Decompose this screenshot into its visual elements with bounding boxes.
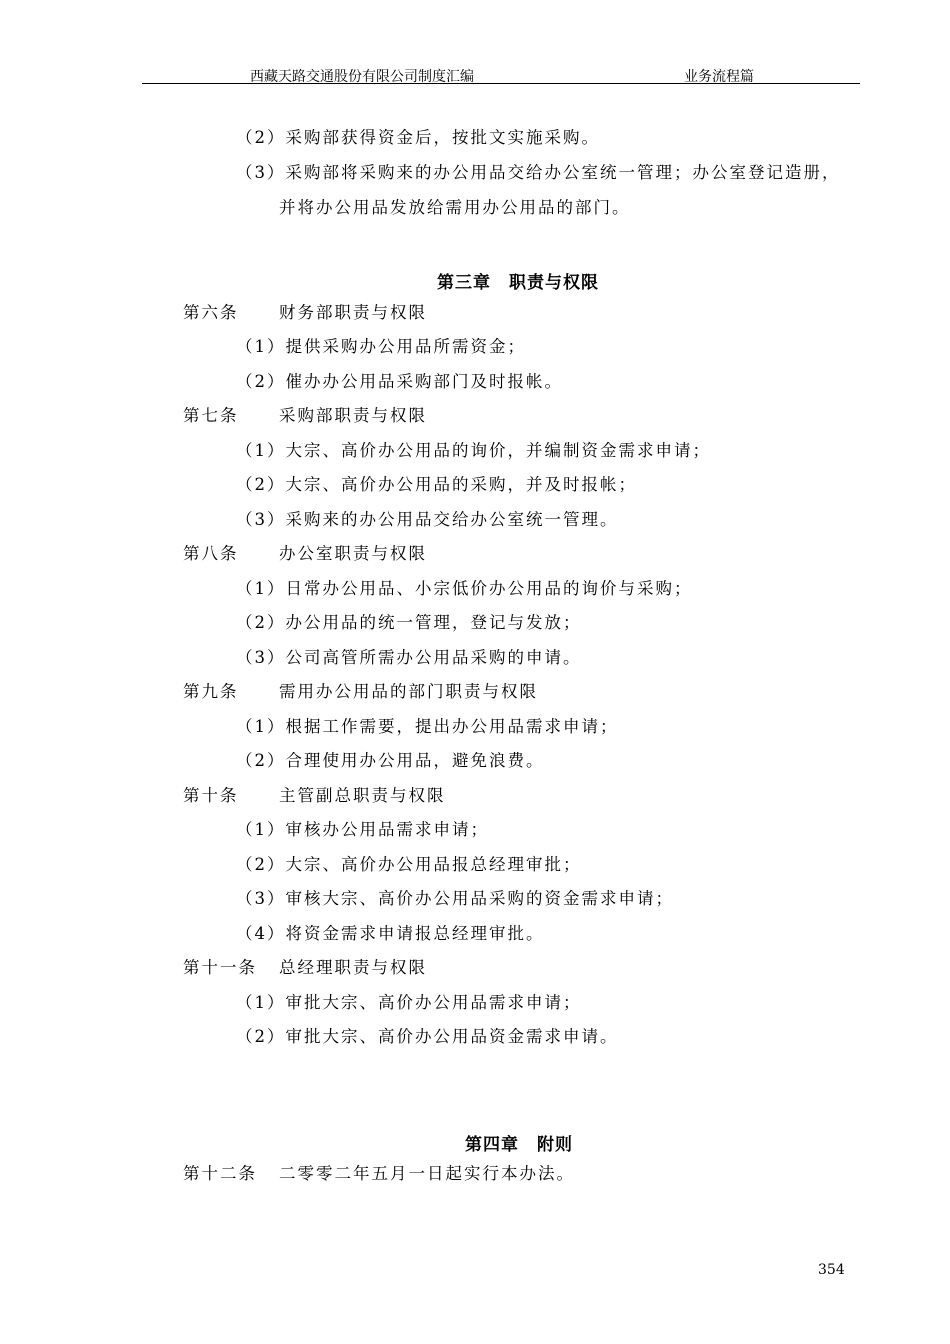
header-company-title: 西藏天路交通股份有限公司制度汇编 <box>250 69 474 85</box>
article-text: 二零零二年五月一日起实行本办法。 <box>279 1164 575 1183</box>
article-title: 需用办公用品的部门职责与权限 <box>279 682 538 701</box>
chapter-4-title: 第四章 附则 <box>465 1135 573 1155</box>
article-item: （1）审核办公用品需求申请； <box>236 820 489 839</box>
header-section-title: 业务流程篇 <box>684 69 754 85</box>
article-item: （3）采购来的办公用品交给办公室统一管理。 <box>236 510 619 529</box>
article-label: 第八条 <box>183 544 239 563</box>
chapter-3-title: 第三章 职责与权限 <box>437 273 599 293</box>
intro-item: （3）采购部将采购来的办公用品交给办公室统一管理；办公室登记造册， <box>236 163 841 182</box>
intro-item-continuation: 并将办公用品发放给需用办公用品的部门。 <box>279 198 631 217</box>
header-divider <box>142 83 860 84</box>
article-item: （1）日常办公用品、小宗低价办公用品的询价与采购； <box>236 579 693 598</box>
article-title: 财务部职责与权限 <box>279 303 427 322</box>
article-item: （2）大宗、高价办公用品报总经理审批； <box>236 855 582 874</box>
article-title: 主管副总职责与权限 <box>279 786 446 805</box>
article-item: （1）审批大宗、高价办公用品需求申请； <box>236 993 582 1012</box>
article-item: （3）审核大宗、高价办公用品采购的资金需求申请； <box>236 889 674 908</box>
article-label: 第六条 <box>183 303 239 322</box>
intro-item: （2）采购部获得资金后，按批文实施采购。 <box>236 128 600 147</box>
article-item: （1）大宗、高价办公用品的询价，并编制资金需求申请； <box>236 441 711 460</box>
article-item: （3）公司高管所需办公用品采购的申请。 <box>236 648 582 667</box>
page-number: 354 <box>818 1262 845 1278</box>
article-item: （2）办公用品的统一管理，登记与发放； <box>236 613 582 632</box>
article-item: （1）根据工作需要，提出办公用品需求申请； <box>236 717 619 736</box>
article-item: （1）提供采购办公用品所需资金； <box>236 337 526 356</box>
article-title: 采购部职责与权限 <box>279 406 427 425</box>
article-item: （2）合理使用办公用品，避免浪费。 <box>236 751 545 770</box>
article-label: 第九条 <box>183 682 239 701</box>
article-label: 第十一条 <box>183 958 257 977</box>
article-item: （2）审批大宗、高价办公用品资金需求申请。 <box>236 1027 619 1046</box>
article-title: 总经理职责与权限 <box>279 958 427 977</box>
article-label: 第十二条 <box>183 1164 257 1183</box>
article-label: 第十条 <box>183 786 239 805</box>
article-item: （2）催办办公用品采购部门及时报帐。 <box>236 372 563 391</box>
article-title: 办公室职责与权限 <box>279 544 427 563</box>
article-item: （2）大宗、高价办公用品的采购，并及时报帐； <box>236 475 637 494</box>
article-label: 第七条 <box>183 406 239 425</box>
article-item: （4）将资金需求申请报总经理审批。 <box>236 924 545 943</box>
